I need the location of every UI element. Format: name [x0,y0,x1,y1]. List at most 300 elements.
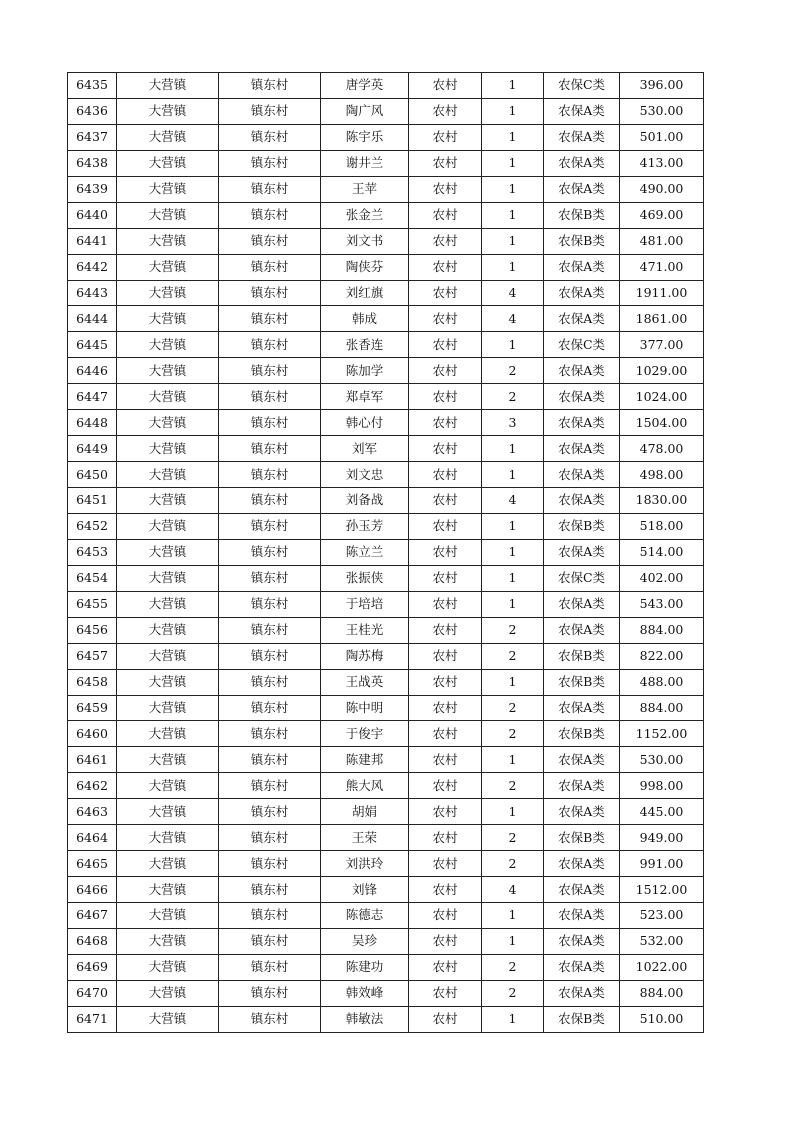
category-cell: 农保B类 [544,669,620,695]
area-type-cell: 农村 [409,462,482,488]
village-cell: 镇东村 [219,462,321,488]
name-cell: 张香连 [321,332,409,358]
serial-cell: 6454 [68,565,117,591]
category-cell: 农保A类 [544,747,620,773]
name-cell: 张金兰 [321,202,409,228]
amount-cell: 884.00 [620,980,704,1006]
category-cell: 农保B类 [544,721,620,747]
area-type-cell: 农村 [409,954,482,980]
amount-cell: 822.00 [620,643,704,669]
name-cell: 熊大风 [321,773,409,799]
serial-cell: 6437 [68,124,117,150]
household-size-cell: 2 [482,721,544,747]
household-size-cell: 2 [482,851,544,877]
serial-cell: 6452 [68,513,117,539]
category-cell: 农保C类 [544,73,620,99]
name-cell: 陈立兰 [321,539,409,565]
village-cell: 镇东村 [219,928,321,954]
serial-cell: 6465 [68,851,117,877]
area-type-cell: 农村 [409,617,482,643]
table-row [68,488,704,514]
serial-cell: 6444 [68,306,117,332]
category-cell: 农保A类 [544,436,620,462]
serial-cell: 6463 [68,799,117,825]
area-type-cell: 农村 [409,980,482,1006]
area-type-cell: 农村 [409,513,482,539]
name-cell: 陶苏梅 [321,643,409,669]
category-cell: 农保A类 [544,358,620,384]
name-cell: 胡娟 [321,799,409,825]
serial-cell: 6448 [68,410,117,436]
household-size-cell: 1 [482,1006,544,1032]
table-row [68,539,704,565]
amount-cell: 949.00 [620,825,704,851]
town-cell: 大营镇 [117,591,219,617]
category-cell: 农保B类 [544,1006,620,1032]
amount-cell: 498.00 [620,462,704,488]
table-row [68,617,704,643]
town-cell: 大营镇 [117,643,219,669]
household-size-cell: 2 [482,617,544,643]
village-cell: 镇东村 [219,358,321,384]
household-size-cell: 1 [482,747,544,773]
name-cell: 陈建邦 [321,747,409,773]
table-row [68,98,704,124]
area-type-cell: 农村 [409,176,482,202]
amount-cell: 884.00 [620,695,704,721]
name-cell: 孙玉芳 [321,513,409,539]
area-type-cell: 农村 [409,565,482,591]
name-cell: 刘文忠 [321,462,409,488]
village-cell: 镇东村 [219,980,321,1006]
name-cell: 陈加学 [321,358,409,384]
village-cell: 镇东村 [219,306,321,332]
serial-cell: 6446 [68,358,117,384]
table-row [68,954,704,980]
area-type-cell: 农村 [409,928,482,954]
amount-cell: 1512.00 [620,877,704,903]
village-cell: 镇东村 [219,202,321,228]
area-type-cell: 农村 [409,539,482,565]
name-cell: 韩心付 [321,410,409,436]
serial-cell: 6461 [68,747,117,773]
table-row [68,202,704,228]
serial-cell: 6453 [68,539,117,565]
category-cell: 农保A类 [544,410,620,436]
serial-cell: 6470 [68,980,117,1006]
name-cell: 王桂光 [321,617,409,643]
serial-cell: 6450 [68,462,117,488]
area-type-cell: 农村 [409,488,482,514]
amount-cell: 510.00 [620,1006,704,1032]
category-cell: 农保C类 [544,565,620,591]
table-row [68,851,704,877]
village-cell: 镇东村 [219,695,321,721]
amount-cell: 523.00 [620,903,704,929]
amount-cell: 471.00 [620,254,704,280]
village-cell: 镇东村 [219,721,321,747]
amount-cell: 1830.00 [620,488,704,514]
village-cell: 镇东村 [219,825,321,851]
village-cell: 镇东村 [219,228,321,254]
household-size-cell: 1 [482,98,544,124]
amount-cell: 478.00 [620,436,704,462]
amount-cell: 991.00 [620,851,704,877]
category-cell: 农保A类 [544,695,620,721]
amount-cell: 488.00 [620,669,704,695]
category-cell: 农保A类 [544,462,620,488]
town-cell: 大营镇 [117,747,219,773]
area-type-cell: 农村 [409,825,482,851]
town-cell: 大营镇 [117,565,219,591]
name-cell: 陈建功 [321,954,409,980]
table-row [68,73,704,99]
town-cell: 大营镇 [117,799,219,825]
amount-cell: 884.00 [620,617,704,643]
village-cell: 镇东村 [219,98,321,124]
amount-cell: 1029.00 [620,358,704,384]
village-cell: 镇东村 [219,591,321,617]
serial-cell: 6441 [68,228,117,254]
name-cell: 刘锋 [321,877,409,903]
category-cell: 农保A类 [544,124,620,150]
table-row [68,384,704,410]
village-cell: 镇东村 [219,903,321,929]
household-size-cell: 4 [482,306,544,332]
serial-cell: 6436 [68,98,117,124]
category-cell: 农保B类 [544,513,620,539]
table-row [68,877,704,903]
serial-cell: 6438 [68,150,117,176]
name-cell: 刘军 [321,436,409,462]
household-size-cell: 1 [482,254,544,280]
amount-cell: 377.00 [620,332,704,358]
household-size-cell: 1 [482,591,544,617]
table-row [68,513,704,539]
amount-cell: 530.00 [620,98,704,124]
name-cell: 陈中明 [321,695,409,721]
table-row [68,124,704,150]
table-row [68,903,704,929]
household-size-cell: 1 [482,150,544,176]
household-size-cell: 1 [482,436,544,462]
household-size-cell: 2 [482,980,544,1006]
town-cell: 大营镇 [117,903,219,929]
name-cell: 王战英 [321,669,409,695]
name-cell: 王荣 [321,825,409,851]
household-size-cell: 1 [482,928,544,954]
village-cell: 镇东村 [219,384,321,410]
area-type-cell: 农村 [409,384,482,410]
serial-cell: 6443 [68,280,117,306]
name-cell: 王苹 [321,176,409,202]
amount-cell: 1861.00 [620,306,704,332]
town-cell: 大营镇 [117,721,219,747]
village-cell: 镇东村 [219,539,321,565]
town-cell: 大营镇 [117,1006,219,1032]
amount-cell: 532.00 [620,928,704,954]
amount-cell: 481.00 [620,228,704,254]
table-row [68,669,704,695]
table-row [68,643,704,669]
table-row [68,980,704,1006]
area-type-cell: 农村 [409,799,482,825]
name-cell: 刘红旗 [321,280,409,306]
serial-cell: 6449 [68,436,117,462]
serial-cell: 6471 [68,1006,117,1032]
village-cell: 镇东村 [219,565,321,591]
area-type-cell: 农村 [409,202,482,228]
amount-cell: 998.00 [620,773,704,799]
category-cell: 农保B类 [544,825,620,851]
household-size-cell: 1 [482,513,544,539]
household-size-cell: 1 [482,332,544,358]
table-row [68,436,704,462]
town-cell: 大营镇 [117,254,219,280]
category-cell: 农保A类 [544,903,620,929]
roster-table [67,72,704,1033]
household-size-cell: 1 [482,202,544,228]
area-type-cell: 农村 [409,436,482,462]
town-cell: 大营镇 [117,617,219,643]
table-row [68,591,704,617]
name-cell: 陈宇乐 [321,124,409,150]
category-cell: 农保A类 [544,384,620,410]
household-size-cell: 4 [482,877,544,903]
table-row [68,462,704,488]
name-cell: 韩效峰 [321,980,409,1006]
category-cell: 农保B类 [544,228,620,254]
town-cell: 大营镇 [117,669,219,695]
name-cell: 刘备战 [321,488,409,514]
town-cell: 大营镇 [117,695,219,721]
amount-cell: 1911.00 [620,280,704,306]
area-type-cell: 农村 [409,591,482,617]
household-size-cell: 1 [482,73,544,99]
village-cell: 镇东村 [219,669,321,695]
town-cell: 大营镇 [117,280,219,306]
village-cell: 镇东村 [219,643,321,669]
category-cell: 农保A类 [544,176,620,202]
roster-body [68,73,704,1033]
town-cell: 大营镇 [117,773,219,799]
town-cell: 大营镇 [117,980,219,1006]
household-size-cell: 2 [482,358,544,384]
serial-cell: 6439 [68,176,117,202]
amount-cell: 518.00 [620,513,704,539]
category-cell: 农保B类 [544,643,620,669]
serial-cell: 6462 [68,773,117,799]
serial-cell: 6468 [68,928,117,954]
village-cell: 镇东村 [219,488,321,514]
serial-cell: 6447 [68,384,117,410]
name-cell: 谢井兰 [321,150,409,176]
village-cell: 镇东村 [219,124,321,150]
household-size-cell: 2 [482,954,544,980]
amount-cell: 1152.00 [620,721,704,747]
household-size-cell: 2 [482,773,544,799]
name-cell: 唐学英 [321,73,409,99]
amount-cell: 543.00 [620,591,704,617]
serial-cell: 6460 [68,721,117,747]
area-type-cell: 农村 [409,1006,482,1032]
serial-cell: 6455 [68,591,117,617]
village-cell: 镇东村 [219,513,321,539]
table-row [68,695,704,721]
table-row [68,410,704,436]
household-size-cell: 4 [482,488,544,514]
amount-cell: 514.00 [620,539,704,565]
category-cell: 农保A类 [544,150,620,176]
town-cell: 大营镇 [117,462,219,488]
serial-cell: 6457 [68,643,117,669]
category-cell: 农保A类 [544,954,620,980]
town-cell: 大营镇 [117,877,219,903]
name-cell: 吴珍 [321,928,409,954]
category-cell: 农保A类 [544,539,620,565]
area-type-cell: 农村 [409,124,482,150]
table-row [68,358,704,384]
household-size-cell: 1 [482,539,544,565]
area-type-cell: 农村 [409,332,482,358]
village-cell: 镇东村 [219,877,321,903]
town-cell: 大营镇 [117,436,219,462]
amount-cell: 402.00 [620,565,704,591]
household-size-cell: 4 [482,280,544,306]
town-cell: 大营镇 [117,954,219,980]
table-row [68,254,704,280]
village-cell: 镇东村 [219,332,321,358]
household-size-cell: 1 [482,565,544,591]
town-cell: 大营镇 [117,124,219,150]
area-type-cell: 农村 [409,643,482,669]
household-size-cell: 1 [482,669,544,695]
name-cell: 陶侠芬 [321,254,409,280]
table-row [68,176,704,202]
category-cell: 农保A类 [544,280,620,306]
town-cell: 大营镇 [117,306,219,332]
town-cell: 大营镇 [117,410,219,436]
table-row [68,150,704,176]
town-cell: 大营镇 [117,202,219,228]
category-cell: 农保A类 [544,851,620,877]
table-row [68,825,704,851]
category-cell: 农保A类 [544,488,620,514]
serial-cell: 6445 [68,332,117,358]
town-cell: 大营镇 [117,928,219,954]
serial-cell: 6451 [68,488,117,514]
table-row [68,228,704,254]
area-type-cell: 农村 [409,669,482,695]
table-row [68,306,704,332]
village-cell: 镇东村 [219,954,321,980]
village-cell: 镇东村 [219,150,321,176]
serial-cell: 6467 [68,903,117,929]
amount-cell: 501.00 [620,124,704,150]
town-cell: 大营镇 [117,488,219,514]
serial-cell: 6459 [68,695,117,721]
serial-cell: 6440 [68,202,117,228]
name-cell: 于俊宇 [321,721,409,747]
household-size-cell: 1 [482,799,544,825]
area-type-cell: 农村 [409,410,482,436]
name-cell: 郑卓军 [321,384,409,410]
amount-cell: 490.00 [620,176,704,202]
household-size-cell: 1 [482,176,544,202]
table-row [68,332,704,358]
town-cell: 大营镇 [117,358,219,384]
town-cell: 大营镇 [117,98,219,124]
area-type-cell: 农村 [409,773,482,799]
category-cell: 农保A类 [544,928,620,954]
town-cell: 大营镇 [117,384,219,410]
category-cell: 农保A类 [544,617,620,643]
category-cell: 农保C类 [544,332,620,358]
area-type-cell: 农村 [409,150,482,176]
category-cell: 农保A类 [544,254,620,280]
town-cell: 大营镇 [117,228,219,254]
area-type-cell: 农村 [409,721,482,747]
amount-cell: 445.00 [620,799,704,825]
amount-cell: 1504.00 [620,410,704,436]
household-size-cell: 2 [482,695,544,721]
serial-cell: 6464 [68,825,117,851]
name-cell: 刘文书 [321,228,409,254]
village-cell: 镇东村 [219,280,321,306]
household-size-cell: 2 [482,825,544,851]
household-size-cell: 3 [482,410,544,436]
village-cell: 镇东村 [219,851,321,877]
household-size-cell: 1 [482,462,544,488]
area-type-cell: 农村 [409,877,482,903]
category-cell: 农保A类 [544,98,620,124]
amount-cell: 530.00 [620,747,704,773]
village-cell: 镇东村 [219,617,321,643]
name-cell: 于培培 [321,591,409,617]
town-cell: 大营镇 [117,825,219,851]
table-row [68,773,704,799]
village-cell: 镇东村 [219,1006,321,1032]
village-cell: 镇东村 [219,254,321,280]
area-type-cell: 农村 [409,747,482,773]
category-cell: 农保A类 [544,591,620,617]
serial-cell: 6442 [68,254,117,280]
household-size-cell: 1 [482,903,544,929]
category-cell: 农保A类 [544,980,620,1006]
table-row [68,721,704,747]
serial-cell: 6435 [68,73,117,99]
area-type-cell: 农村 [409,903,482,929]
village-cell: 镇东村 [219,436,321,462]
category-cell: 农保A类 [544,773,620,799]
town-cell: 大营镇 [117,513,219,539]
town-cell: 大营镇 [117,332,219,358]
area-type-cell: 农村 [409,306,482,332]
serial-cell: 6466 [68,877,117,903]
town-cell: 大营镇 [117,73,219,99]
table-row [68,1006,704,1032]
amount-cell: 396.00 [620,73,704,99]
table-row [68,928,704,954]
area-type-cell: 农村 [409,280,482,306]
village-cell: 镇东村 [219,773,321,799]
village-cell: 镇东村 [219,799,321,825]
area-type-cell: 农村 [409,358,482,384]
name-cell: 刘洪玲 [321,851,409,877]
area-type-cell: 农村 [409,254,482,280]
amount-cell: 1022.00 [620,954,704,980]
category-cell: 农保B类 [544,202,620,228]
